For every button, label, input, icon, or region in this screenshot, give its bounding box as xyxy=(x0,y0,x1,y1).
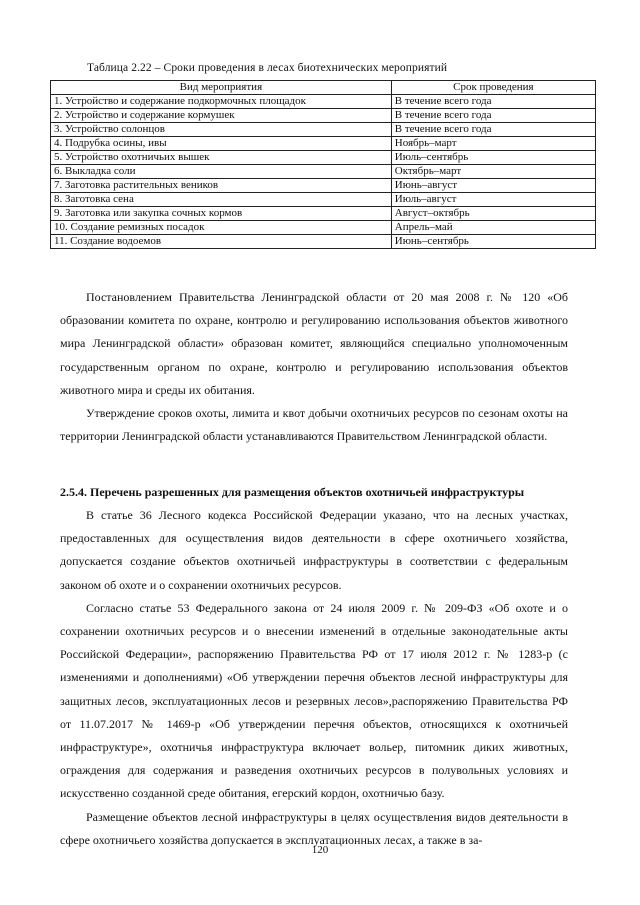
section-heading: 2.5.4. Перечень разрешенных для размещения объектов охотничьей инфраструктуры xyxy=(60,485,525,499)
page-number: 120 xyxy=(311,844,329,856)
measure-cell: 11. Создание водоемов xyxy=(51,235,392,249)
measure-cell: 10. Создание ремизных посадок xyxy=(51,221,392,235)
column-header-measure: Вид мероприятия xyxy=(51,81,392,95)
table-row xyxy=(51,109,596,123)
table-row xyxy=(51,193,596,207)
table-row xyxy=(51,165,596,179)
period-cell: Июль–сентябрь xyxy=(391,151,595,165)
measure-cell: 9. Заготовка или закупка сочных кормов xyxy=(51,207,392,221)
biotech-measures-table xyxy=(50,80,596,249)
measure-cell: 4. Подрубка осины, ивы xyxy=(51,137,392,151)
table-row xyxy=(51,179,596,193)
period-cell: Июль–август xyxy=(391,193,595,207)
period-cell: Август–октябрь xyxy=(391,207,595,221)
period-cell: Октябрь–март xyxy=(391,165,595,179)
table-row xyxy=(51,151,596,165)
period-cell: Июнь–август xyxy=(391,179,595,193)
period-cell: В течение всего года xyxy=(391,123,595,137)
measure-cell: 3. Устройство солонцов xyxy=(51,123,392,137)
measure-cell: 7. Заготовка растительных веников xyxy=(51,179,392,193)
period-cell: Ноябрь–март xyxy=(391,137,595,151)
table-row xyxy=(51,123,596,137)
body-paragraph: Согласно статье 53 Федерального закона от 24 июля 2009 г. № 209-ФЗ «Об охоте и о сохранении охотничьих ресурсов и о внесении изменений в отдельные законодательные акты Российской Федерации», распоряжению Правительства РФ от 17 июля 2012 г. № 1283-р (с изменениями и дополнениями) «Об утверждении перечня объектов лесной инфраструктуры для защитных лесов, эксплуатационных лесов и резервных лесов»,распоряжению Правительства РФ от 11.07.2017 № 1469-р «Об утверждении перечня объектов, относящихся к охотничьей инфраструктуре», охотничья инфраструктура включает вольер, питомник диких животных, ограждения для содержания и разведения охотничьих ресурсов в полувольных условиях и искусственно созданной среде обитания, егерский кордон, охотничью базу. xyxy=(60,600,568,801)
measure-cell: 6. Выкладка соли xyxy=(51,165,392,179)
body-paragraph: Размещение объектов лесной инфраструктуры в целях осуществления видов деятельности в сфере охотничьего хозяйства допускается в эксплуатационных лесах, а также в за- xyxy=(60,809,568,847)
period-cell: Апрель–май xyxy=(391,221,595,235)
body-paragraph: Постановлением Правительства Ленинградской области от 20 мая 2008 г. № 120 «Об образовании комитета по охране, контролю и регулированию использования объектов животного мира Ленинградской области» образован комитет, являющийся специально уполномоченным государственным органом по охране, контролю и регулированию использования объектов животного мира и среды их обитания. xyxy=(60,290,568,397)
table-header-row xyxy=(51,81,596,95)
body-paragraph: Утверждение сроков охоты, лимита и квот добычи охотничьих ресурсов по сезонам охоты на территории Ленинградской области устанавливаются Правительством Ленинградской области. xyxy=(60,406,568,444)
table-row xyxy=(51,235,596,249)
text-block-bottom xyxy=(60,504,568,852)
measure-cell: 2. Устройство и содержание кормушек xyxy=(51,109,392,123)
text-block-top xyxy=(60,286,568,448)
table-caption: Таблица 2.22 – Сроки проведения в лесах биотехнических мероприятий xyxy=(87,62,448,74)
measure-cell: 1. Устройство и содержание подкормочных площадок xyxy=(51,95,392,109)
measure-cell: 8. Заготовка сена xyxy=(51,193,392,207)
table-row xyxy=(51,221,596,235)
measure-cell: 5. Устройство охотничьих вышек xyxy=(51,151,392,165)
period-cell: Июнь–сентябрь xyxy=(391,235,595,249)
table-row xyxy=(51,207,596,221)
column-header-period: Срок проведения xyxy=(391,81,595,95)
period-cell: В течение всего года xyxy=(391,95,595,109)
table-row xyxy=(51,137,596,151)
body-paragraph: В статье 36 Лесного кодекса Российской Федерации указано, что на лесных участках, предоставленных для осуществления видов деятельности в сфере охотничьего хозяйства, допускается создание объектов охотничьей инфраструктуры в соответствии с федеральным законом об охоте и о сохранении охотничьих ресурсов. xyxy=(60,508,568,592)
table-row xyxy=(51,95,596,109)
period-cell: В течение всего года xyxy=(391,109,595,123)
